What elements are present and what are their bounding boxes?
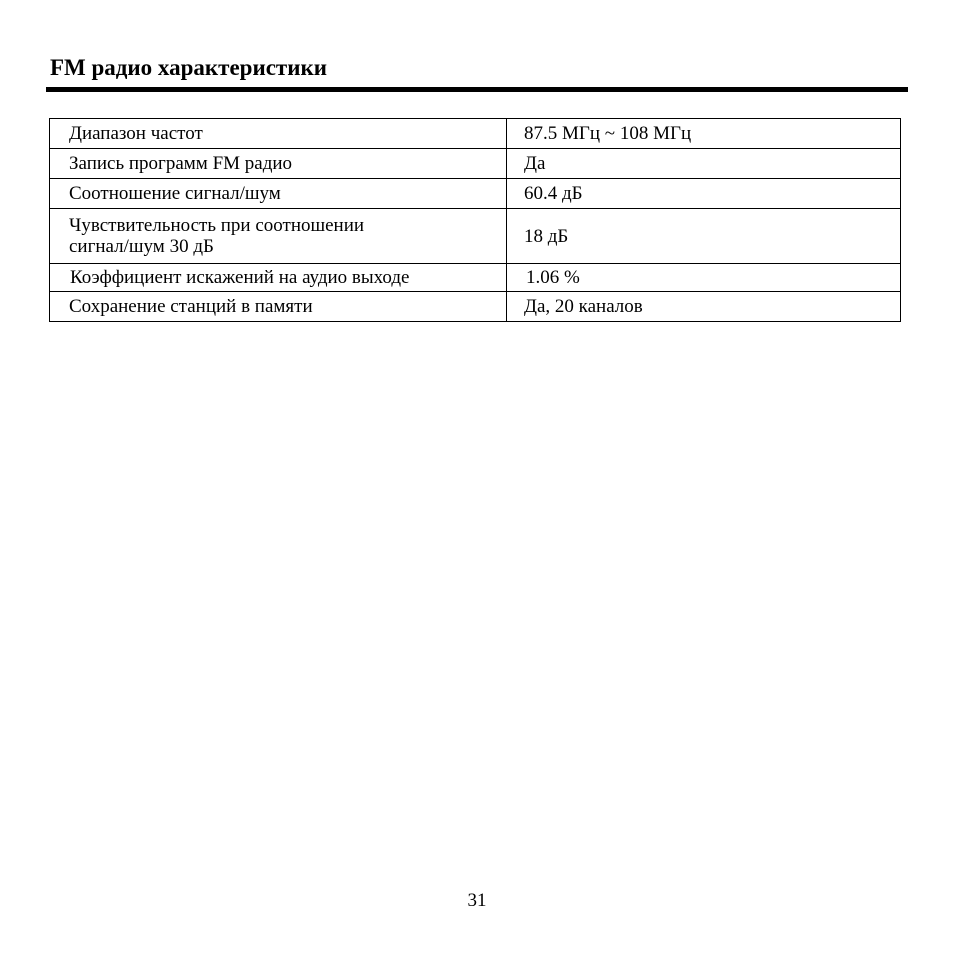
table-row	[50, 292, 901, 322]
spec-parameter: Соотношение сигнал/шум	[50, 179, 507, 209]
spec-parameter-line: Чувствительность при соотношении	[69, 215, 365, 236]
table-row	[50, 179, 901, 209]
fm-radio-spec-table	[49, 118, 901, 322]
spec-value: 60.4 дБ	[507, 179, 901, 209]
spec-parameter: Сохранение станций в памяти	[50, 292, 507, 322]
spec-value: 18 дБ	[507, 209, 901, 264]
spec-value: 87.5 МГц ~ 108 МГц	[507, 119, 901, 149]
table-row	[50, 119, 901, 149]
spec-value: Да, 20 каналов	[507, 292, 901, 322]
spec-parameter: Запись программ FM радио	[50, 149, 507, 179]
table-row	[50, 149, 901, 179]
spec-value: Да	[507, 149, 901, 179]
spec-parameter-line: сигнал/шум 30 дБ	[69, 236, 214, 257]
page-title: FM радио характеристики	[50, 55, 327, 80]
page-number: 31	[467, 890, 487, 911]
spec-parameter	[50, 209, 507, 264]
spec-parameter: Коэффициент искажений на аудио выходе	[50, 264, 507, 292]
spec-parameter: Диапазон частот	[50, 119, 507, 149]
title-divider	[46, 87, 908, 92]
spec-value: 1.06 %	[507, 264, 901, 292]
table-row	[50, 209, 901, 264]
table-row	[50, 264, 901, 292]
